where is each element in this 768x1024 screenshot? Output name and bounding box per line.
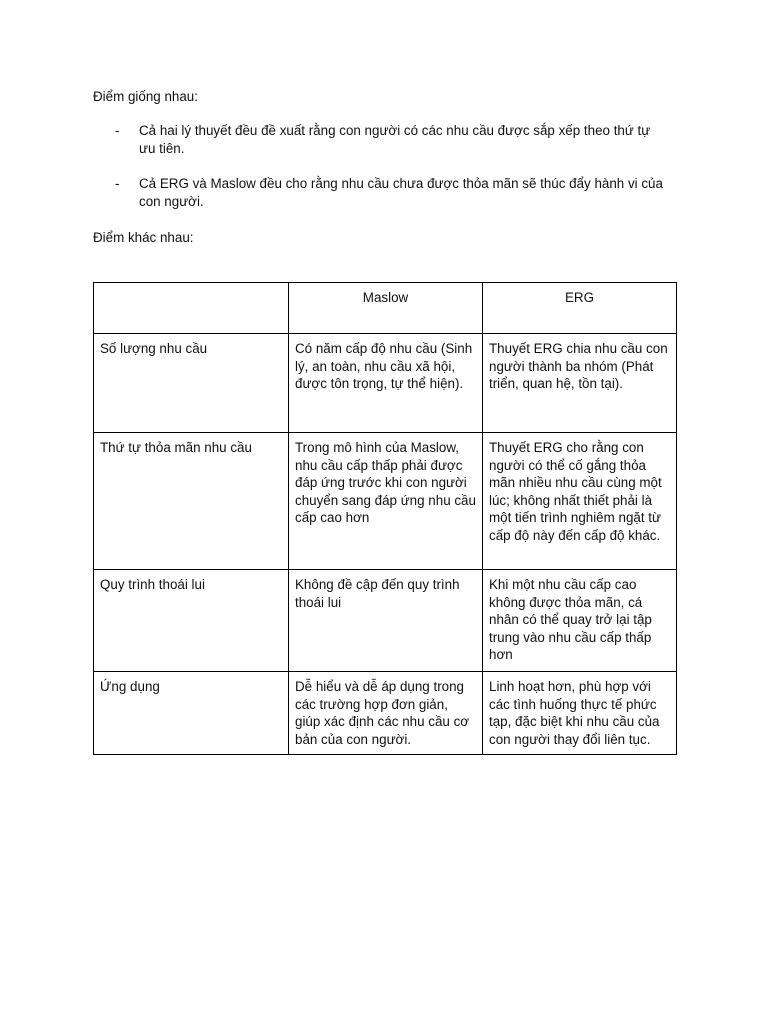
list-item-text: Cả hai lý thuyết đều đề xuất rằng con người có các nhu cầu được sắp xếp theo thứ tự ưu tiên. <box>139 123 651 156</box>
list-item-text: Cả ERG và Maslow đều cho rằng nhu cầu chưa được thỏa mãn sẽ thúc đẩy hành vi của con người. <box>139 176 663 209</box>
table-row <box>94 334 677 433</box>
header-cell-empty <box>94 283 289 334</box>
erg-cell: Thuyết ERG cho rằng con người có thể cố gắng thỏa mãn nhiều nhu cầu cùng một lúc; không nhất thiết phải là một tiến trình nghiêm ngặt từ cấp độ này đến cấp độ khác. <box>483 433 677 570</box>
list-item <box>93 122 683 157</box>
bullet-marker: - <box>115 123 120 138</box>
maslow-cell: Trong mô hình của Maslow, nhu cầu cấp thấp phải được đáp ứng trước khi con người chuyển sang đáp ứng nhu cầu cấp cao hơn <box>289 433 483 570</box>
table-row <box>94 672 677 755</box>
header-cell-erg: ERG <box>483 283 677 334</box>
comparison-table <box>93 282 677 755</box>
maslow-cell: Có năm cấp độ nhu cầu (Sinh lý, an toàn, nhu cầu xã hội, được tôn trọng, tự thể hiện). <box>289 334 483 433</box>
maslow-cell: Không đề cập đến quy trình thoái lui <box>289 570 483 672</box>
similarities-heading: Điểm giống nhau: <box>93 89 198 104</box>
erg-cell: Khi một nhu cầu cấp cao không được thỏa mãn, cá nhân có thể quay trở lại tập trung vào nhu cầu cấp thấp hơn <box>483 570 677 672</box>
maslow-cell: Dễ hiểu và dễ áp dụng trong các trường hợp đơn giản, giúp xác định các nhu cầu cơ bản của con người. <box>289 672 483 755</box>
criterion-cell: Quy trình thoái lui <box>94 570 289 672</box>
table-header-row <box>94 283 677 334</box>
criterion-cell: Số lượng nhu cầu <box>94 334 289 433</box>
erg-cell: Linh hoạt hơn, phù hợp với các tình huống thực tế phức tạp, đặc biệt khi nhu cầu của con người thay đổi liên tục. <box>483 672 677 755</box>
erg-cell: Thuyết ERG chia nhu cầu con người thành ba nhóm (Phát triển, quan hệ, tồn tại). <box>483 334 677 433</box>
table-row <box>94 570 677 672</box>
bullet-marker: - <box>115 176 120 192</box>
table-row <box>94 433 677 570</box>
header-cell-maslow: Maslow <box>289 283 483 334</box>
differences-heading: Điểm khác nhau: <box>93 230 194 245</box>
similarities-list <box>93 122 683 228</box>
criterion-cell: Thứ tự thỏa mãn nhu cầu <box>94 433 289 570</box>
criterion-cell: Ứng dụng <box>94 672 289 755</box>
list-item <box>93 175 683 210</box>
